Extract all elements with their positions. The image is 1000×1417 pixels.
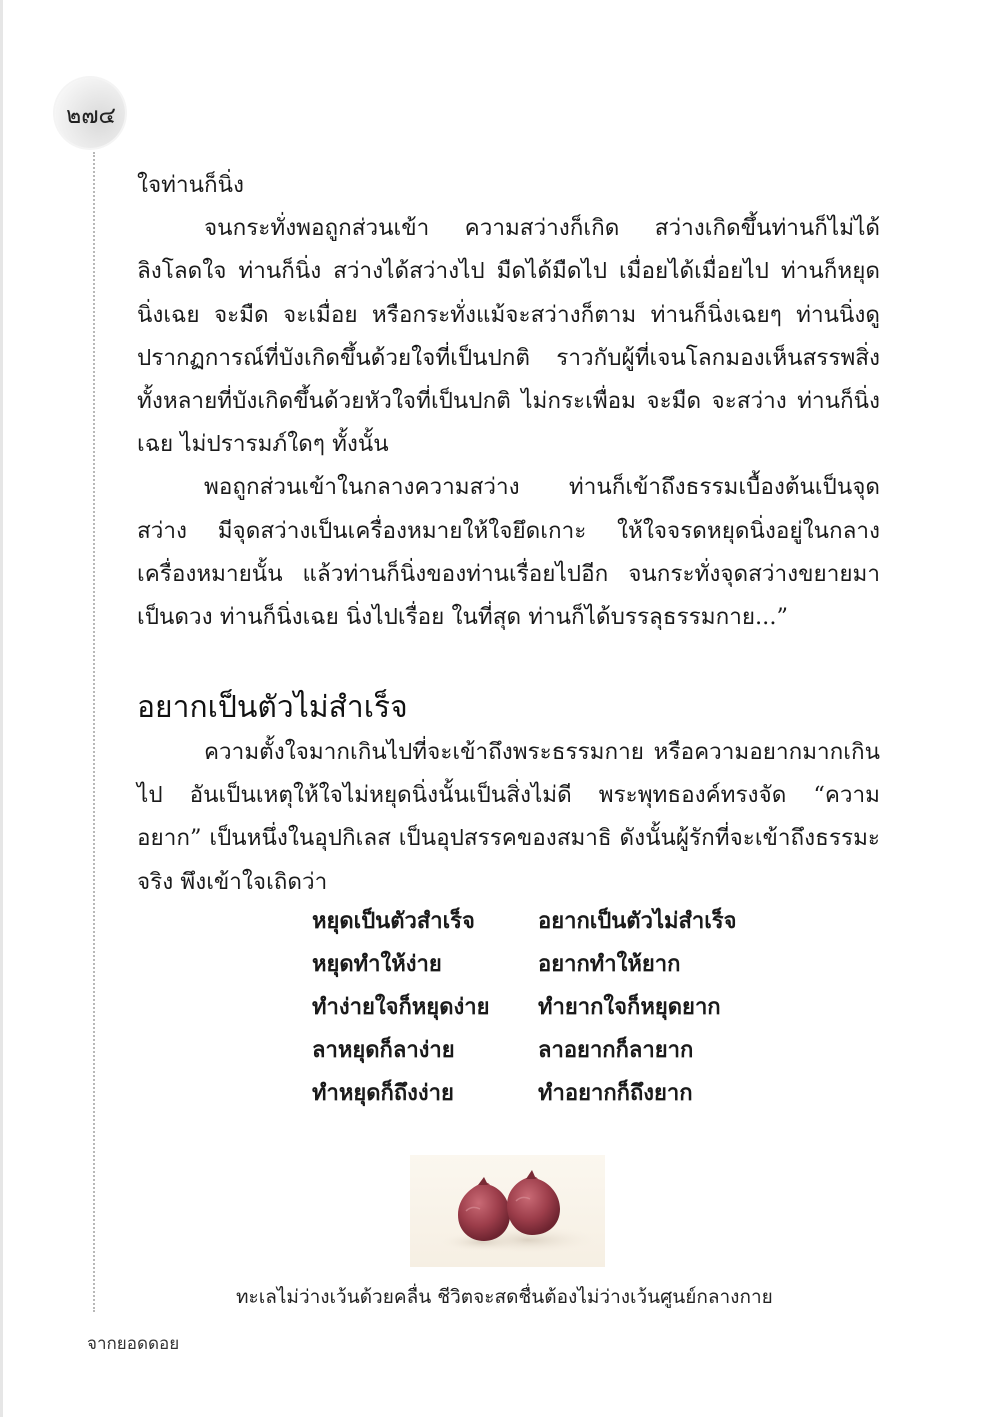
- saying-left: หยุดเป็นตัวสำเร็จ: [312, 908, 475, 934]
- page-number: ๒๗๔: [66, 103, 116, 129]
- saying-row: [312, 943, 737, 986]
- fruit-illustration: [410, 1155, 605, 1267]
- section-heading: อยากเป็นตัวไม่สำเร็จ: [137, 690, 408, 725]
- saying-left: ลาหยุดก็ลาง่าย: [312, 1037, 455, 1063]
- saying-row: [312, 1072, 737, 1115]
- paragraph: ความตั้งใจมากเกินไปที่จะเข้าถึงพระธรรมกาย หรือความอยากมากเกินไป อันเป็นเหตุให้ใจไม่หยุดนิ่งนั้นเป็นสิ่งไม่ดี พระพุทธองค์ทรงจัด “ความอยาก” เป็นหนึ่งในอุปกิเลส เป็นอุปสรรคของสมาธิ ดังนั้นผู้รักที่จะเข้าถึงธรรมะจริง พึงเข้าใจเถิดว่า: [137, 739, 880, 895]
- dotted-margin-rule: [93, 152, 95, 1312]
- fruit-photo: [410, 1155, 605, 1267]
- paragraph: พอถูกส่วนเข้าในกลางความสว่าง ท่านก็เข้าถึงธรรมเบื้องต้นเป็นจุดสว่าง มีจุดสว่างเป็นเครื่องหมายให้ใจยึดเกาะ ให้ใจจรดหยุดนิ่งอยู่ในกลางเครื่องหมายนั้น แล้วท่านก็นิ่งของท่านเรื่อยไปอีก จนกระทั่งจุดสว่างขยายมาเป็นดวง ท่านก็นิ่งเฉย นิ่งไปเรื่อย ในที่สุด ท่านก็ได้บรรลุธรรมกาย...”: [137, 474, 880, 631]
- paragraph-continuation: ใจท่านก็นิ่ง: [137, 172, 245, 198]
- saying-left: ทำหยุดก็ถึงง่าย: [312, 1080, 454, 1106]
- page-left-edge: [0, 0, 3, 1417]
- saying-left: ทำง่ายใจก็หยุดง่าย: [312, 994, 490, 1020]
- saying-right: ลาอยากก็ลายาก: [538, 1037, 694, 1063]
- saying-right: อยากเป็นตัวไม่สำเร็จ: [538, 908, 737, 934]
- section-text: [137, 731, 880, 904]
- saying-right: ทำยากใจก็หยุดยาก: [538, 994, 721, 1020]
- fruit-left: [458, 1177, 510, 1241]
- saying-left: หยุดทำให้ง่าย: [312, 951, 442, 977]
- body-text: [137, 164, 880, 639]
- saying-row: [312, 986, 737, 1029]
- running-footer: จากยอดดอย: [87, 1334, 180, 1354]
- fruit-right: [507, 1170, 560, 1235]
- photo-caption: ทะเลไม่ว่างเว้นด้วยคลื่น ชีวิตจะสดชื่นต้องไม่ว่างเว้นศูนย์กลางกาย: [236, 1286, 773, 1308]
- sayings-list: [312, 900, 737, 1115]
- saying-right: อยากทำให้ยาก: [538, 951, 681, 977]
- saying-right: ทำอยากก็ถึงยาก: [538, 1080, 693, 1106]
- saying-row: [312, 1029, 737, 1072]
- paragraph: จนกระทั่งพอถูกส่วนเข้า ความสว่างก็เกิด สว่างเกิดขึ้นท่านก็ไม่ได้ลิงโลดใจ ท่านก็นิ่ง สว่างได้สว่างไป มืดได้มืดไป เมื่อยได้เมื่อยไป ท่านก็หยุดนิ่งเฉย จะมืด จะเมื่อย หรือกระทั่งแม้จะสว่างก็ตาม ท่านก็นิ่งเฉยๆ ท่านนิ่งดูปรากฏการณ์ที่บังเกิดขึ้นด้วยใจที่เป็นปกติ ราวกับผู้ที่เจนโลกมองเห็นสรรพสิ่งทั้งหลายที่บังเกิดขึ้นด้วยหัวใจที่เป็นปกติ ไม่กระเพื่อม จะมืด จะสว่าง ท่านก็นิ่งเฉย ไม่ปรารมภ์ใดๆ ทั้งนั้น: [137, 215, 880, 458]
- saying-row: [312, 900, 737, 943]
